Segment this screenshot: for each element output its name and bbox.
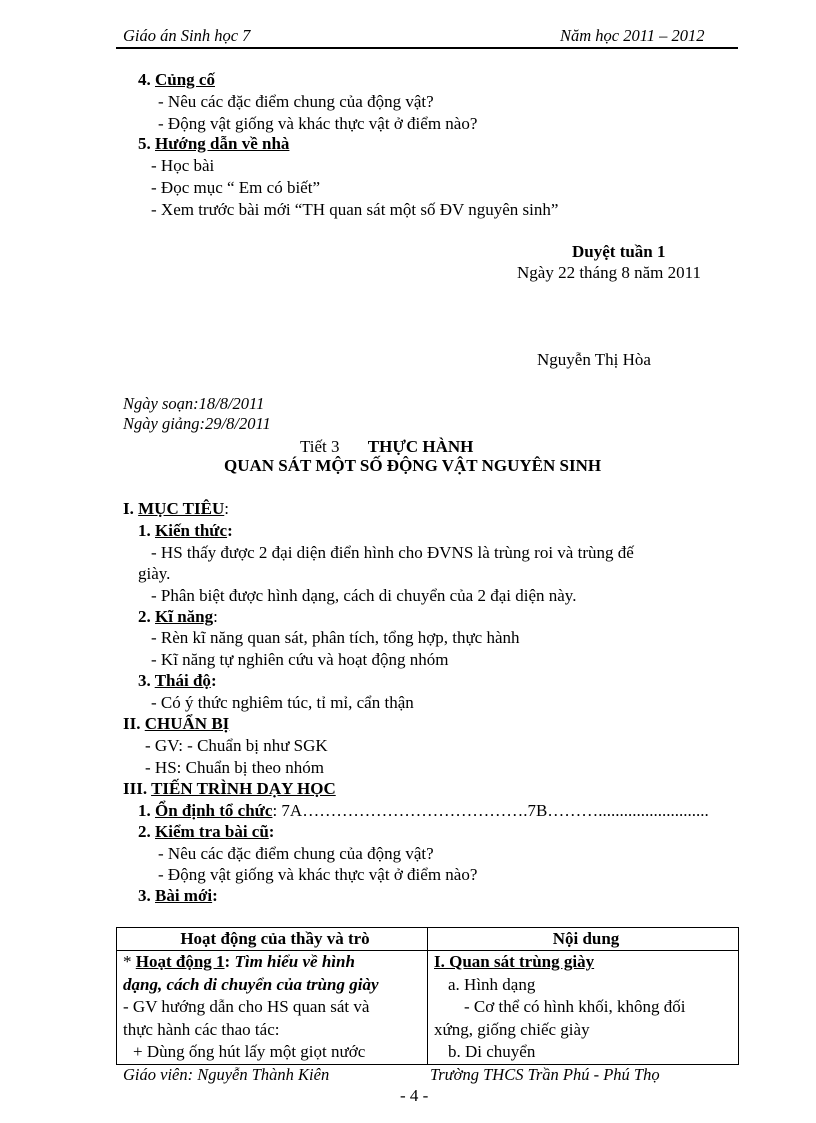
header-rule xyxy=(116,47,738,49)
part2-item-2: - HS: Chuẩn bị theo nhóm xyxy=(145,758,324,777)
approval-date: Ngày 22 tháng 8 năm 2011 xyxy=(517,263,701,282)
table-header-content: Nội dung xyxy=(428,928,739,951)
skills-item-2: - Kĩ năng tự nghiên cứu và hoạt động nhóm xyxy=(151,650,449,669)
header-right: Năm học 2011 – 2012 xyxy=(560,26,705,45)
knowledge-heading: 1. Kiến thức: xyxy=(138,521,233,540)
step1-line: 1. Ổn định tổ chức: 7A………………………………….7B……….......................... xyxy=(138,801,709,820)
lesson-period-line xyxy=(300,437,473,457)
lesson-period: Tiết 3 xyxy=(300,437,340,456)
knowledge-item-1-cont: giày. xyxy=(138,564,171,583)
footer-school: Trường THCS Trần Phú - Phú Thọ xyxy=(430,1065,660,1084)
part1-heading: I. MỤC TIÊU: xyxy=(123,499,229,518)
section4-item-1: - Nêu các đặc điểm chung của động vật? xyxy=(158,92,434,111)
content-line-1: a. Hình dạng xyxy=(448,974,536,994)
page-number: - 4 - xyxy=(400,1086,429,1105)
activity-title-2: dạng, cách di chuyển của trùng giày xyxy=(123,974,379,994)
activity-table xyxy=(116,927,739,1065)
part2-item-1: - GV: - Chuẩn bị như SGK xyxy=(145,736,328,755)
step2-item-1: - Nêu các đặc điểm chung của động vật? xyxy=(158,844,434,863)
lesson-title: QUAN SÁT MỘT SỐ ĐỘNG VẬT NGUYÊN SINH xyxy=(224,456,602,475)
prep-date: Ngày soạn:18/8/2011 xyxy=(123,394,265,413)
table-cell-activity xyxy=(117,951,428,1065)
activity-line-3: + Dùng ống hút lấy một giọt nước xyxy=(133,1042,366,1061)
skills-heading: 2. Kĩ năng: xyxy=(138,607,218,626)
part2-heading: II. CHUẨN BỊ xyxy=(123,714,230,733)
table-header-activity: Hoạt động của thầy và trò xyxy=(117,928,428,951)
approval-title: Duyệt tuần 1 xyxy=(572,242,666,261)
part3-heading: III. TIẾN TRÌNH DẠY HỌC xyxy=(123,779,336,798)
step3-heading: 3. Bài mới: xyxy=(138,886,218,905)
section4-heading: 4. Củng cố xyxy=(138,70,215,89)
section5-item-1: - Học bài xyxy=(151,156,215,175)
content-line-3: xứng, giống chiếc giày xyxy=(434,1019,590,1039)
content-line-2: - Cơ thể có hình khối, không đối xyxy=(464,997,686,1016)
activity-line-2: thực hành các thao tác: xyxy=(123,1019,280,1039)
attitude-item-1: - Có ý thức nghiêm túc, tỉ mỉ, cẩn thận xyxy=(151,693,414,712)
knowledge-item-1: - HS thấy được 2 đại diện điển hình cho ĐVNS là trùng roi và trùng đế xyxy=(151,543,634,562)
activity-label: Hoạt động 1 xyxy=(135,952,225,971)
lesson-type: THỰC HÀNH xyxy=(367,437,474,456)
content-section-title: I. Quan sát trùng giày xyxy=(434,952,595,971)
section5-item-3: - Xem trước bài mới “TH quan sát một số ĐV nguyên sinh” xyxy=(151,200,559,219)
activity-title-1: Tìm hiểu về hình xyxy=(234,952,355,971)
section5-heading: 5. Hướng dẫn về nhà xyxy=(138,134,290,153)
activity-line-1: - GV hướng dẫn cho HS quan sát và xyxy=(123,997,370,1016)
section4-item-2: - Động vật giống và khác thực vật ở điểm nào? xyxy=(158,114,478,133)
activity-title-line: * Hoạt động 1: Tìm hiểu về hình xyxy=(123,952,355,971)
teach-date: Ngày giảng:29/8/2011 xyxy=(123,414,271,433)
approval-signer: Nguyễn Thị Hòa xyxy=(537,350,651,369)
table-cell-content xyxy=(428,951,739,1065)
skills-item-1: - Rèn kĩ năng quan sát, phân tích, tổng hợp, thực hành xyxy=(151,628,520,647)
table-row xyxy=(117,951,739,1065)
content-line-4: b. Di chuyển xyxy=(448,1042,536,1061)
step2-item-2: - Động vật giống và khác thực vật ở điểm nào? xyxy=(158,865,478,884)
attitude-heading: 3. Thái độ: xyxy=(138,671,217,690)
footer-teacher: Giáo viên: Nguyễn Thành Kiên xyxy=(123,1065,330,1084)
knowledge-item-2: - Phân biệt được hình dạng, cách di chuyển của 2 đại diện này. xyxy=(151,586,577,605)
header-left: Giáo án Sinh học 7 xyxy=(123,26,251,45)
step2-heading: 2. Kiểm tra bài cũ: xyxy=(138,822,275,841)
section5-item-2: - Đọc mục “ Em có biết” xyxy=(151,178,320,197)
table-header-row xyxy=(117,928,739,951)
